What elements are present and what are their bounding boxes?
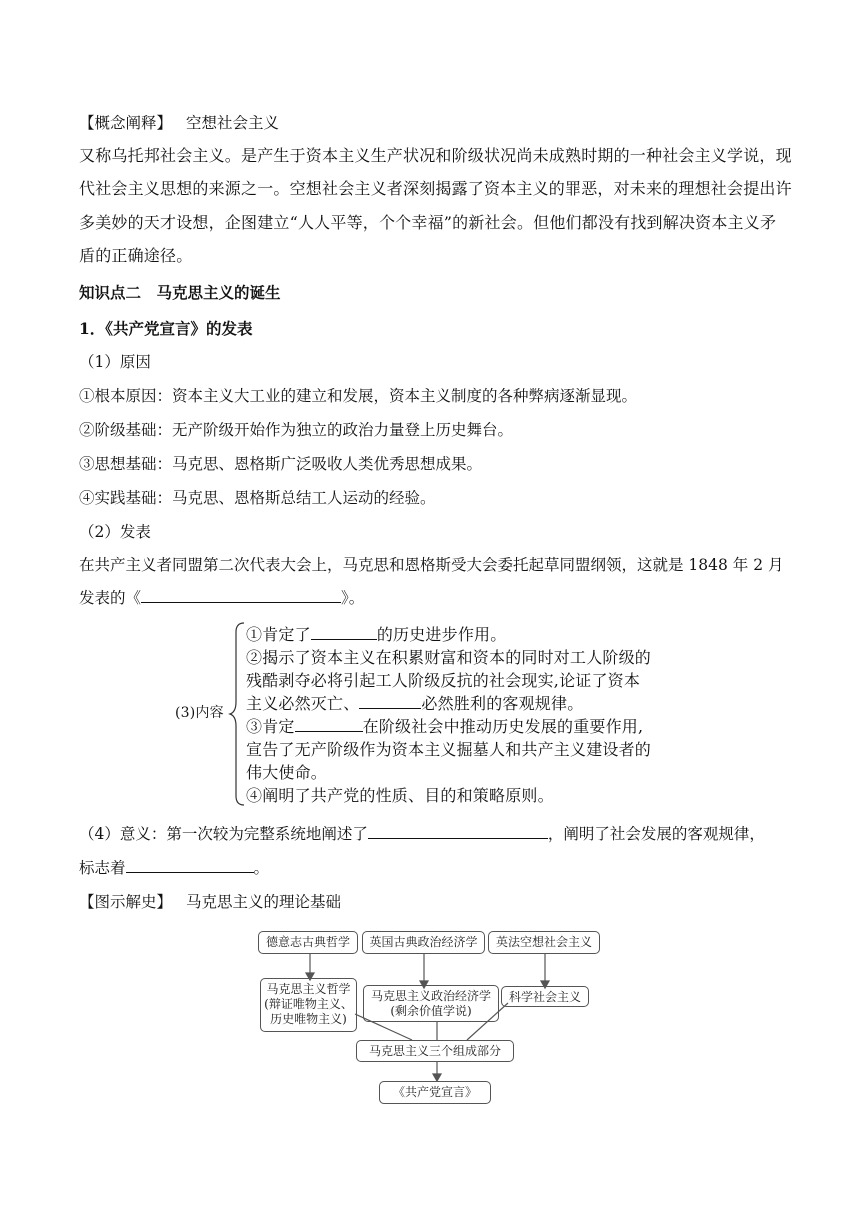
concept-line: 盾的正确途径。	[79, 246, 193, 265]
diagram-box-line: (辩证唯物主义、	[264, 997, 353, 1011]
concept-tag: 【概念阐释】	[79, 114, 173, 132]
cause-item: ③思想基础：马克思、恩格斯广泛吸收人类优秀思想成果。	[79, 455, 483, 473]
publish-label: （2）发表	[79, 523, 151, 541]
diagram-box-line: 历史唯物主义)	[270, 1012, 347, 1026]
content-line: ④阐明了共产党的性质、目的和策略原则。	[246, 786, 554, 805]
content-text: 在阶级社会中推动历史发展的重要作用,	[362, 717, 644, 736]
diagram-tag: 【图示解史】	[79, 893, 173, 911]
content-text: 的历史进步作用。	[376, 625, 507, 644]
content-label: (3)内容	[175, 705, 224, 721]
content-text: ①肯定了	[246, 625, 311, 644]
diagram-box-line: 马克思主义政治经济学	[370, 989, 491, 1003]
diagram-title: 马克思主义的理论基础	[186, 893, 342, 911]
meaning-text: ，阐明了社会发展的客观规律，	[547, 825, 765, 843]
cause-item: ②阶级基础：无产阶级开始作为独立的政治力量登上历史舞台。	[79, 421, 514, 439]
publish-line: 在共产主义者同盟第二次代表大会上，马克思和恩格斯受大会委托起草同盟纲领，这就是 1848 年 2 月	[79, 556, 784, 574]
publish-text: 》。	[341, 589, 365, 607]
diagram-box-marxist-philosophy	[260, 978, 357, 1032]
content-text: 主义必然灭亡、	[246, 694, 360, 713]
content-line: 残酷剥夺必将引起工人阶级反抗的社会现实,论证了资本	[246, 671, 641, 690]
content-line: 伟大使命。	[246, 763, 328, 782]
item-heading: 1．《共产党宣言》的发表	[79, 319, 253, 338]
cause-item: ④实践基础：马克思、恩格斯总结工人运动的经验。	[79, 489, 436, 507]
cause-item: ①根本原因：资本主义大工业的建立和发展，资本主义制度的各种弊病逐渐显现。	[79, 387, 638, 405]
content-line: 宣告了无产阶级作为资本主义掘墓人和共产主义建设者的	[246, 740, 652, 759]
diagram-box-line: (剩余价值学说)	[390, 1004, 472, 1018]
concept-line: 又称乌托邦社会主义。是产生于资本主义生产状况和阶级状况尚未成熟时期的一种社会主义学说，现	[79, 146, 792, 165]
meaning-text: 标志着	[79, 859, 126, 877]
content-text: 必然胜利的客观规律。	[421, 694, 584, 713]
concept-title: 空想社会主义	[186, 114, 280, 132]
content-text: ③肯定	[246, 717, 295, 736]
content-line: ②揭示了资本主义在积累财富和资本的同时对工人阶级的	[246, 648, 652, 667]
section-heading: 知识点二 马克思主义的诞生	[79, 283, 281, 302]
diagram-box-british-economics: 英国古典政治经济学	[362, 931, 485, 954]
concept-line: 代社会主义思想的来源之一。空想社会主义者深刻揭露了资本主义的罪恶，对未来的理想社会提出许	[79, 179, 792, 198]
diagram-box-line: 马克思主义哲学	[266, 982, 351, 996]
diagram-box-german-philosophy: 德意志古典哲学	[258, 931, 358, 954]
diagram-box-marxist-economics	[363, 985, 499, 1022]
cause-label: （1）原因	[79, 353, 151, 371]
diagram-box-scientific-socialism: 科学社会主义	[501, 986, 589, 1007]
meaning-text: （4）意义：第一次较为完整系统地阐述了	[79, 825, 368, 843]
publish-text: 发表的《	[79, 589, 142, 607]
meaning-text: 。	[253, 859, 270, 877]
concept-line: 多美妙的天才设想，企图建立“人人平等，个个幸福”的新社会。但他们都没有找到解决资本主义矛	[79, 213, 777, 232]
diagram-box-three-components: 马克思主义三个组成部分	[356, 1040, 514, 1062]
diagram-box-manifesto: 《共产党宣言》	[379, 1081, 491, 1104]
diagram-box-utopian-socialism: 英法空想社会主义	[488, 931, 600, 954]
